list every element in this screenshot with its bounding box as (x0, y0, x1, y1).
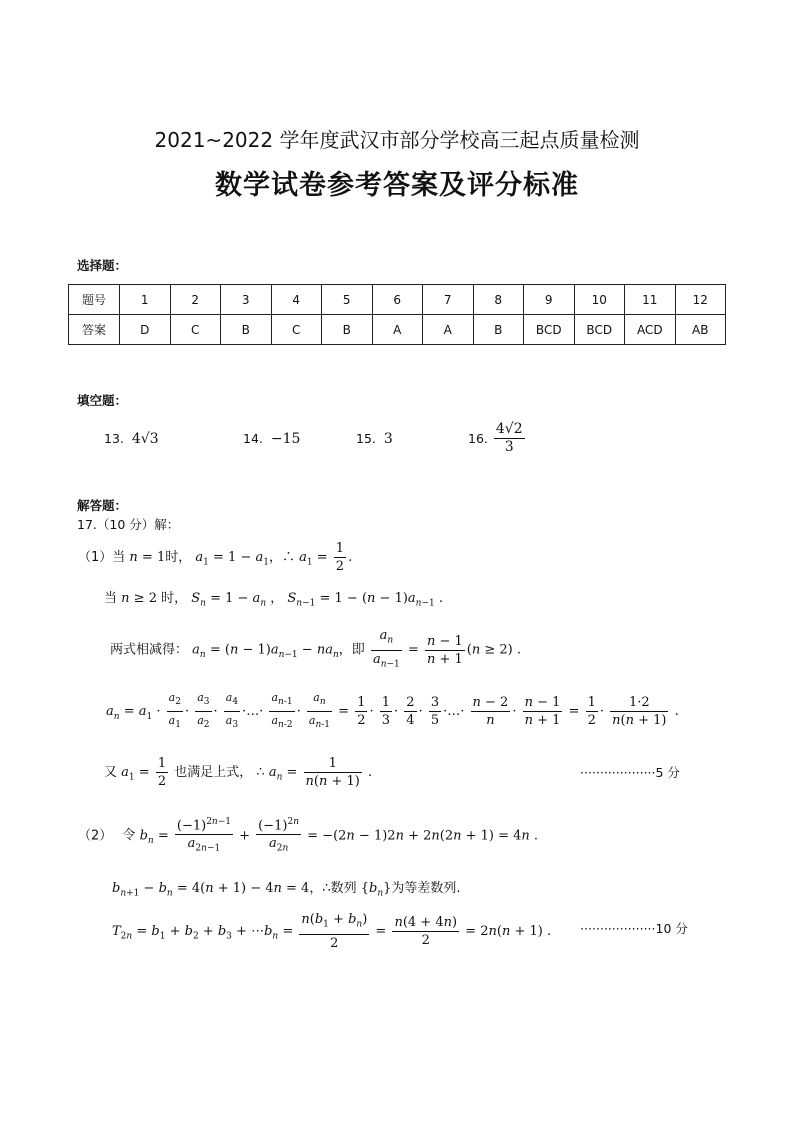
table-cell: B (473, 315, 524, 345)
item-number: 14. (243, 431, 263, 446)
row-header-number: 题号 (69, 285, 120, 315)
table-cell: D (120, 315, 171, 345)
text-satisfies: 也满足上式， (174, 765, 253, 780)
table-cell: 5 (322, 285, 373, 315)
table-cell: 1 (120, 285, 171, 315)
table-cell: C (271, 315, 322, 345)
text-namely: ，即 (338, 642, 365, 658)
text-when: 时， (165, 550, 192, 565)
part-2-label: （2） (78, 828, 113, 844)
p2-line-1: （2） 令 $b_n$ = $\frac{(-1)^{2n-1}}{a_{2n-1}}$ + $\frac{(-1)^{2n}}{a_{2n}}$ = −(2n − 1)2n + 2n(2n + 1) = 4n . (78, 814, 538, 858)
table-cell: B (221, 315, 272, 345)
answer-row (69, 315, 726, 345)
p1-line-4: $a_n = a_1$ · $\frac{a_2}{a_1}$ · $\frac{a_3}{a_2}$ · $\frac{a_4}{a_3}$ ·…· $\frac{a_{n-1}}{a_{n-2}}$ · $\frac{a_n}{a_{n-1}}$ = $\frac{1}{2}$ · $\frac{1}{3}$ · $\frac{2}{4}$ · $\frac{3}{5}$ ·…· $\frac{n - 2}{n}$ · $\frac{n - 1}{n + 1}$ = $\frac{1}{2}$ · $\frac{1\cdot 2}{n(n + 1)}$ . (106, 691, 679, 731)
table-cell: 2 (170, 285, 221, 315)
table-cell: 11 (625, 285, 676, 315)
p1-line-2: 当 n ≥ 2 时， $S_n = 1 - a_n$ ， $S_{n-1} = 1 - (n - 1)a_{n-1}$ . (104, 591, 444, 609)
answer-key-title: 数学试卷参考答案及评分标准 (215, 170, 579, 201)
choice-section-label: 选择题： (77, 258, 128, 273)
table-cell: 3 (221, 285, 272, 315)
p1-line-1: （1）当 n = 1时， $a_1 = 1 - a_1$，∴ $a_1$ = $\frac{1}{2}$ . (78, 541, 353, 574)
item-answer: −15 (270, 431, 301, 447)
table-cell: BCD (574, 315, 625, 345)
table-cell: 7 (423, 285, 474, 315)
fill-item-15 (356, 431, 393, 447)
score-marker-10: ···················10 分 (580, 921, 688, 936)
table-cell: AB (675, 315, 726, 345)
table-cell: 6 (372, 285, 423, 315)
p1-line-3: 两式相减得： $a_n = (n - 1)a_{n-1} - na_n$，即 $\frac{a_n}{a_{n-1}}$ = $\frac{n - 1}{n + 1}$ (n ≥ 2) . (110, 628, 521, 670)
table-cell: B (322, 315, 373, 345)
table-cell: 10 (574, 285, 625, 315)
score-marker-5: ···················5 分 (580, 765, 680, 780)
fill-item-14 (243, 431, 300, 447)
fill-section-label: 填空题： (77, 393, 128, 408)
table-cell: 8 (473, 285, 524, 315)
text-let: 令 (122, 828, 136, 844)
fraction-denominator: 3 (504, 439, 514, 455)
question-17-heading: 17.（10 分）解： (77, 517, 180, 532)
part-1-label: （1）当 (78, 550, 126, 565)
p2-line-3: $T_{2n} = b_1 + b_2 + b_3$ + $\cdots b_n$ = $\frac{n(b_1 + b_n)}{2}$ = $\frac{n(4 + 4n)}{2}$ = 2n(n + 1) . (112, 912, 552, 951)
table-cell: ACD (625, 315, 676, 345)
fill-item-16 (468, 421, 527, 456)
solve-section-label: 解答题： (77, 498, 128, 513)
item-answer: 3 (383, 431, 393, 447)
item-number: 13. (104, 431, 124, 446)
table-cell: A (372, 315, 423, 345)
table-cell: 4 (271, 285, 322, 315)
table-cell: BCD (524, 315, 575, 345)
fraction-numerator: 4√2 (495, 421, 523, 437)
p1-line-5: 又 $a_1$ = $\frac{1}{2}$ 也满足上式， ∴ $a_n$ = $\frac{1}{n(n + 1)}$ . (104, 756, 373, 789)
item-number: 15. (356, 431, 376, 446)
text-also: 又 (104, 765, 118, 780)
choice-answer-table (68, 284, 726, 345)
table-cell: 12 (675, 285, 726, 315)
p2-line-2: $b_{n+1} - b_n = 4(n + 1) - 4n = 4$，∴数列 $\{b_n\}$为等差数列. (112, 881, 461, 899)
item-answer-fraction (494, 421, 525, 456)
question-number-row (69, 285, 726, 315)
table-cell: C (170, 315, 221, 345)
text-dang: 当 (104, 591, 118, 606)
row-header-answer: 答案 (69, 315, 120, 345)
exam-title: 2021~2022 学年度武汉市部分学校高三起点质量检测 (154, 128, 640, 152)
table-cell: A (423, 315, 474, 345)
fill-item-13 (104, 431, 159, 447)
text-subtract: 两式相减得： (110, 642, 189, 658)
text-sequence: ，∴数列 (309, 881, 357, 896)
table-cell: 9 (524, 285, 575, 315)
item-answer: 4√3 (131, 431, 159, 447)
text-arithmetic: 为等差数列. (391, 881, 461, 896)
item-number: 16. (468, 431, 488, 446)
